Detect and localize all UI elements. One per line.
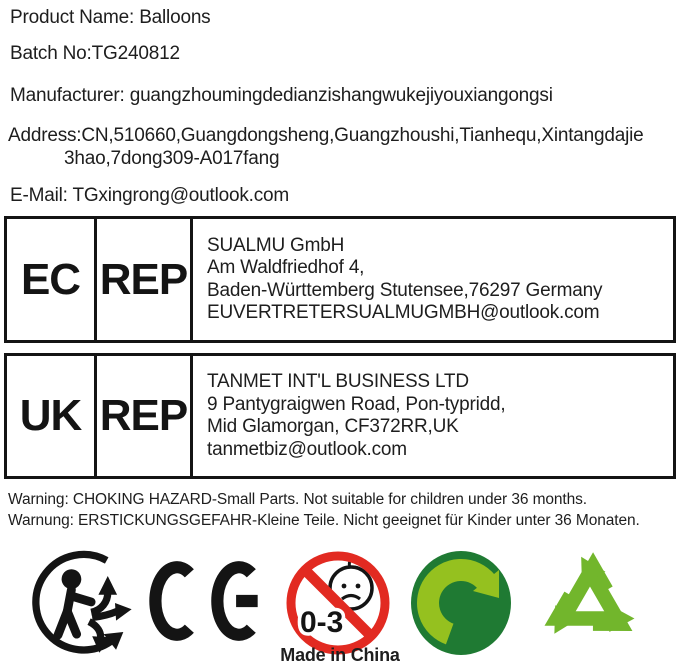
recycling-loop-icon [532, 545, 648, 661]
choking-warning-german: Warnung: ERSTICKUNGSGEFAHR-Kleine Teile. Nicht geeignet für Kinder unter 36 Monaten. [8, 512, 640, 529]
made-in-china-label: Made in China [280, 645, 400, 665]
uk-rep-email: tanmetbiz@outlook.com [207, 438, 407, 460]
choking-warning-english: Warning: CHOKING HAZARD-Small Parts. Not suitable for children under 36 months. [8, 491, 588, 508]
ec-rep-company: SUALMU GmbH [207, 234, 345, 256]
ec-rep-address-block [193, 219, 673, 340]
ec-code-cell: EC [7, 219, 97, 340]
ce-mark-icon [146, 556, 268, 646]
uk-rep-address-block [193, 356, 673, 476]
ec-rep-city: Baden-Württemberg Stutensee,76297 Germany [207, 279, 603, 301]
uk-code-cell: UK [7, 356, 97, 476]
manufacturer-line: Manufacturer: guangzhoumingdedianzishangwukejiyouxiangongsi [10, 85, 553, 106]
uk-rep-box [4, 353, 676, 479]
ec-rep-box [4, 216, 676, 343]
address-line-1: Address:CN,510660,Guangdongsheng,Guangzhoushi,Tianhequ,Xintangdajie [8, 125, 644, 146]
ec-rep-email: EUVERTRETERSUALMUGMBH@outlook.com [207, 302, 600, 323]
uk-rep-street: 9 Pantygraigwen Road, Pon-typridd, [207, 393, 506, 415]
address-line-2: 3hao,7dong309-A017fang [64, 148, 280, 169]
age-warning-0-3-icon [283, 548, 393, 658]
uk-rep-city: Mid Glamorgan, CF372RR,UK [207, 416, 459, 437]
product-name-line: Product Name: Balloons [10, 7, 211, 28]
age-range-text: 0-3 [300, 606, 344, 639]
triman-recycling-icon [28, 548, 146, 658]
email-line: E-Mail: TGxingrong@outlook.com [10, 185, 290, 206]
uk-rep-company: TANMET INT'L BUSINESS LTD [207, 371, 469, 392]
batch-number-line: Batch No:TG240812 [10, 43, 180, 64]
uk-rep-code-cell: REP [97, 356, 193, 476]
ec-rep-street: Am Waldfriedhof 4, [207, 257, 365, 278]
green-point-icon [411, 551, 511, 655]
ec-rep-code-cell: REP [97, 219, 193, 340]
